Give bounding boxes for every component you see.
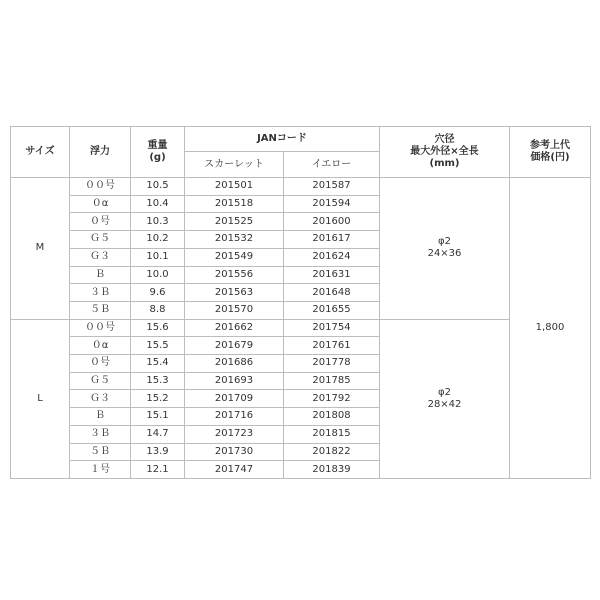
weight-cell: 10.5 (131, 178, 185, 196)
buoyancy-cell: ０α (70, 195, 131, 213)
yellow-jan-cell: 201587 (284, 178, 380, 196)
yellow-jan-cell: 201792 (284, 390, 380, 408)
buoyancy-cell: Ｇ３ (70, 390, 131, 408)
yellow-jan-cell: 201822 (284, 443, 380, 461)
yellow-jan-cell: 201808 (284, 408, 380, 426)
weight-cell: 15.6 (131, 319, 185, 337)
weight-cell: 14.7 (131, 425, 185, 443)
scarlet-jan-cell: 201556 (185, 266, 284, 284)
yellow-jan-cell: 201839 (284, 461, 380, 479)
weight-cell: 15.2 (131, 390, 185, 408)
header-weight-label: 重量 (147, 140, 168, 151)
buoyancy-cell: Ｂ (70, 266, 131, 284)
buoyancy-cell: ０α (70, 337, 131, 355)
table-row (11, 178, 591, 196)
weight-cell: 10.1 (131, 248, 185, 266)
scarlet-jan-cell: 201525 (185, 213, 284, 231)
weight-cell: 9.6 (131, 284, 185, 302)
buoyancy-cell: ０号 (70, 213, 131, 231)
hole-cell (380, 178, 510, 320)
scarlet-jan-cell: 201501 (185, 178, 284, 196)
header-price (510, 127, 591, 178)
size-cell: L (11, 319, 70, 478)
yellow-jan-cell: 201648 (284, 284, 380, 302)
yellow-jan-cell: 201594 (284, 195, 380, 213)
header-hole-dims: 最大外径×全長 (410, 146, 479, 157)
weight-cell: 10.2 (131, 231, 185, 249)
yellow-jan-cell: 201754 (284, 319, 380, 337)
yellow-jan-cell: 201655 (284, 301, 380, 319)
buoyancy-cell: ３Ｂ (70, 284, 131, 302)
scarlet-jan-cell: 201723 (185, 425, 284, 443)
hole-diameter: φ2 (438, 386, 451, 398)
weight-cell: 15.3 (131, 372, 185, 390)
header-hole-unit: (mm) (429, 158, 460, 169)
scarlet-jan-cell: 201747 (185, 461, 284, 479)
hole-cell (380, 319, 510, 478)
scarlet-jan-cell: 201716 (185, 408, 284, 426)
hole-diameter: φ2 (438, 236, 451, 248)
header-yellow: イエロー (284, 152, 380, 178)
buoyancy-cell: ５Ｂ (70, 443, 131, 461)
buoyancy-cell: ０号 (70, 355, 131, 373)
yellow-jan-cell: 201785 (284, 372, 380, 390)
yellow-jan-cell: 201600 (284, 213, 380, 231)
scarlet-jan-cell: 201693 (185, 372, 284, 390)
buoyancy-cell: １号 (70, 461, 131, 479)
header-price-label: 参考上代 (530, 140, 570, 151)
weight-cell: 13.9 (131, 443, 185, 461)
weight-cell: 10.3 (131, 213, 185, 231)
scarlet-jan-cell: 201709 (185, 390, 284, 408)
outer-dims: 24×36 (427, 248, 462, 260)
scarlet-jan-cell: 201730 (185, 443, 284, 461)
header-size: サイズ (11, 127, 70, 178)
spec-table (10, 126, 591, 479)
header-scarlet: スカーレット (185, 152, 284, 178)
table-body (11, 178, 591, 479)
buoyancy-cell: Ｇ３ (70, 248, 131, 266)
weight-cell: 12.1 (131, 461, 185, 479)
header-price-unit: 価格(円) (530, 152, 570, 163)
buoyancy-cell: ００号 (70, 319, 131, 337)
yellow-jan-cell: 201778 (284, 355, 380, 373)
header-weight (131, 127, 185, 178)
table-header (11, 127, 591, 178)
weight-cell: 15.4 (131, 355, 185, 373)
header-weight-unit: (g) (149, 152, 166, 163)
yellow-jan-cell: 201617 (284, 231, 380, 249)
weight-cell: 8.8 (131, 301, 185, 319)
table-row (11, 319, 591, 337)
buoyancy-cell: ３Ｂ (70, 425, 131, 443)
price-cell: 1,800 (510, 178, 591, 479)
scarlet-jan-cell: 201518 (185, 195, 284, 213)
size-cell: M (11, 178, 70, 320)
scarlet-jan-cell: 201686 (185, 355, 284, 373)
weight-cell: 15.1 (131, 408, 185, 426)
yellow-jan-cell: 201631 (284, 266, 380, 284)
header-hole-label: 穴径 (434, 134, 455, 145)
buoyancy-cell: Ｇ５ (70, 372, 131, 390)
yellow-jan-cell: 201624 (284, 248, 380, 266)
yellow-jan-cell: 201761 (284, 337, 380, 355)
header-jan: JANコード (185, 127, 380, 152)
buoyancy-cell: ５Ｂ (70, 301, 131, 319)
scarlet-jan-cell: 201532 (185, 231, 284, 249)
header-buoyancy: 浮力 (70, 127, 131, 178)
outer-dims: 28×42 (427, 398, 462, 410)
weight-cell: 10.4 (131, 195, 185, 213)
scarlet-jan-cell: 201563 (185, 284, 284, 302)
buoyancy-cell: Ｂ (70, 408, 131, 426)
scarlet-jan-cell: 201549 (185, 248, 284, 266)
yellow-jan-cell: 201815 (284, 425, 380, 443)
weight-cell: 15.5 (131, 337, 185, 355)
buoyancy-cell: ００号 (70, 178, 131, 196)
header-hole (380, 127, 510, 178)
buoyancy-cell: Ｇ５ (70, 231, 131, 249)
scarlet-jan-cell: 201679 (185, 337, 284, 355)
scarlet-jan-cell: 201662 (185, 319, 284, 337)
weight-cell: 10.0 (131, 266, 185, 284)
scarlet-jan-cell: 201570 (185, 301, 284, 319)
